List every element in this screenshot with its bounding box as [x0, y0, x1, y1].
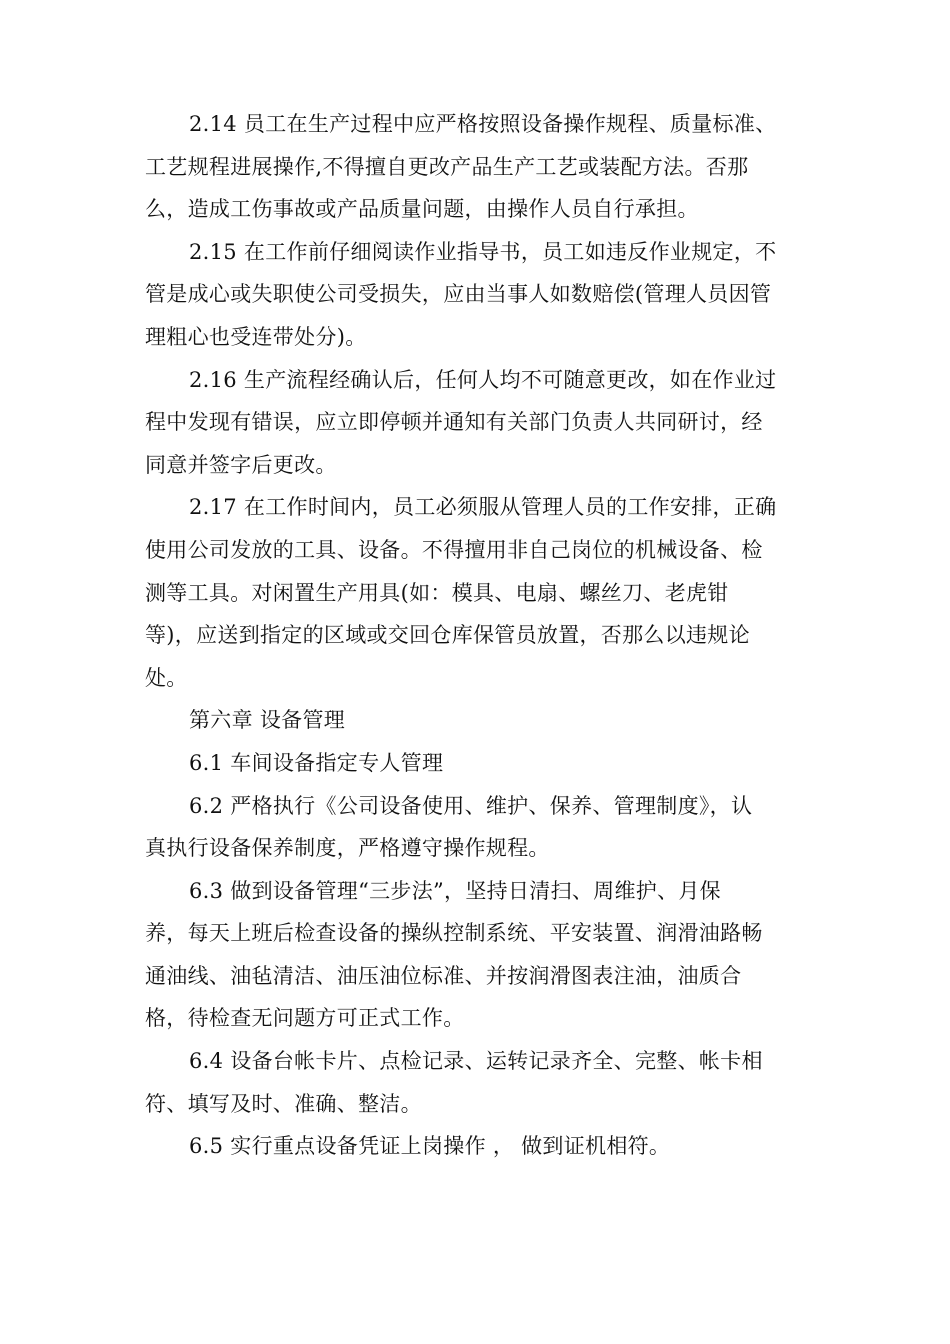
paragraph-line: 6.2 严格执行《公司设备使用、维护、保养、管理制度》，认 [189, 793, 753, 818]
paragraph-line: 测等工具。对闲置生产用具(如：模具、电扇、螺丝刀、老虎钳 [145, 580, 729, 605]
paragraph-line: 么，造成工伤事故或产品质量问题，由操作人员自行承担。 [145, 197, 699, 222]
paragraph-line: 养，每天上班后检查设备的操纵控制系统、平安装置、润滑油路畅 [145, 921, 763, 946]
paragraph-6-1 [145, 742, 807, 785]
paragraph-line: 6.3 做到设备管理“三步法”，坚持日清扫、周维护、月保 [189, 878, 721, 903]
paragraph-line: 2.15 在工作前仔细阅读作业指导书，员工如违反作业规定，不 [189, 239, 777, 264]
paragraph-2-15 [145, 231, 807, 359]
paragraph-line: 处。 [145, 665, 188, 690]
paragraph-2-14 [145, 103, 807, 231]
paragraph-line: 程中发现有错误，应立即停顿并通知有关部门负责人共同研讨，经 [145, 410, 763, 435]
document-body [145, 103, 807, 1168]
paragraph-line: 符、填写及时、准确、整洁。 [145, 1091, 422, 1116]
paragraph-line: 同意并签字后更改。 [145, 452, 337, 477]
paragraph-6-5 [145, 1125, 807, 1168]
paragraph-line: 格，待检查无问题方可正式工作。 [145, 1006, 465, 1031]
paragraph-chapter6 [145, 699, 807, 742]
paragraph-6-4 [145, 1040, 807, 1125]
paragraph-line: 理粗心也受连带处分)。 [145, 324, 367, 349]
paragraph-line: 2.14 员工在生产过程中应严格按照设备操作规程、质量标准、 [189, 112, 777, 136]
paragraph-line: 6.5 实行重点设备凭证上岗操作 ， 做到证机相符。 [189, 1134, 671, 1159]
paragraph-6-3 [145, 870, 807, 1040]
paragraph-line: 6.1 车间设备指定专人管理 [189, 750, 444, 775]
paragraph-line: 使用公司发放的工具、设备。不得擅用非自己岗位的机械设备、检 [145, 537, 763, 562]
paragraph-line: 等)，应送到指定的区域或交回仓库保管员放置，否那么以违规论 [145, 623, 750, 648]
paragraph-line: 第六章 设备管理 [189, 708, 346, 733]
paragraph-line: 通油线、油毡清洁、油压油位标准、并按润滑图表注油，油质合 [145, 963, 742, 988]
paragraph-line: 2.16 生产流程经确认后，任何人均不可随意更改，如在作业过 [189, 367, 777, 392]
paragraph-2-16 [145, 359, 807, 487]
paragraph-line: 真执行设备保养制度，严格遵守操作规程。 [145, 836, 550, 861]
paragraph-line: 2.17 在工作时间内，员工必须服从管理人员的工作安排，正确 [189, 495, 777, 520]
paragraph-line: 工艺规程进展操作,不得擅自更改产品生产工艺或装配方法。否那 [145, 154, 749, 179]
paragraph-line: 6.4 设备台帐卡片、点检记录、运转记录齐全、完整、帐卡相 [189, 1049, 763, 1074]
paragraph-6-2 [145, 785, 807, 870]
paragraph-line: 管是成心或失职使公司受损失，应由当事人如数赔偿(管理人员因管 [145, 282, 772, 307]
paragraph-2-17 [145, 486, 807, 699]
